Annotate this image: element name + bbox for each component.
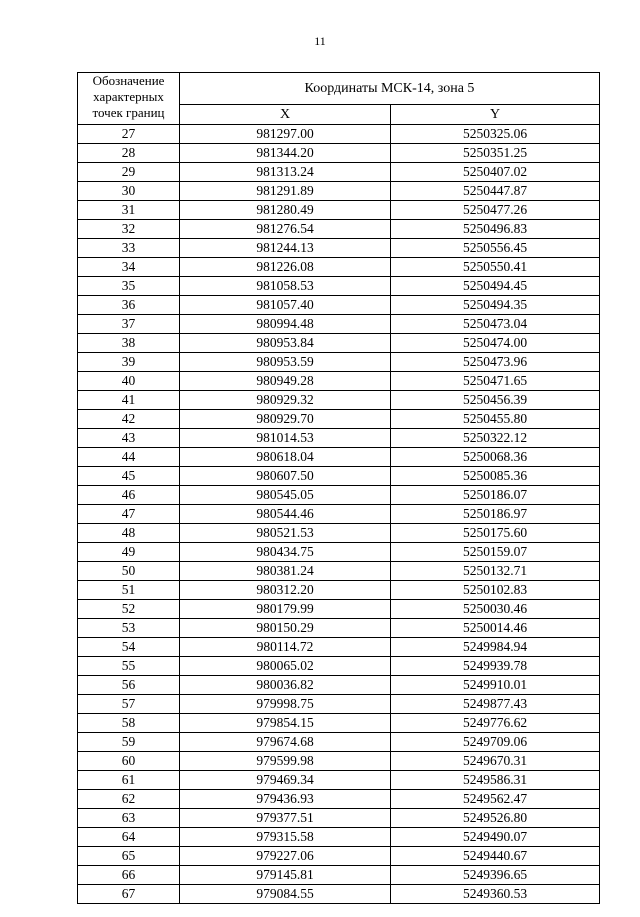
- point-number-cell: 49: [78, 543, 180, 562]
- point-number-cell: 29: [78, 163, 180, 182]
- table-row: [78, 619, 600, 638]
- x-coordinate-cell: 980114.72: [180, 638, 391, 657]
- point-number-cell: 30: [78, 182, 180, 201]
- table-row: [78, 752, 600, 771]
- x-coordinate-cell: 980929.32: [180, 391, 391, 410]
- y-coordinate-cell: 5249939.78: [391, 657, 600, 676]
- x-coordinate-cell: 979315.58: [180, 828, 391, 847]
- point-number-cell: 51: [78, 581, 180, 600]
- point-number-cell: 36: [78, 296, 180, 315]
- x-coordinate-cell: 981057.40: [180, 296, 391, 315]
- point-number-cell: 56: [78, 676, 180, 695]
- table-row: [78, 714, 600, 733]
- point-number-cell: 57: [78, 695, 180, 714]
- x-coordinate-cell: 980607.50: [180, 467, 391, 486]
- x-coordinate-cell: 980521.53: [180, 524, 391, 543]
- table-body: [78, 125, 600, 904]
- y-coordinate-cell: 5250473.96: [391, 353, 600, 372]
- x-coordinate-cell: 980994.48: [180, 315, 391, 334]
- y-coordinate-cell: 5250159.07: [391, 543, 600, 562]
- x-coordinate-cell: 981280.49: [180, 201, 391, 220]
- x-coordinate-cell: 980953.59: [180, 353, 391, 372]
- y-coordinate-cell: 5249360.53: [391, 885, 600, 904]
- table-row: [78, 657, 600, 676]
- table-row: [78, 258, 600, 277]
- x-coordinate-cell: 981244.13: [180, 239, 391, 258]
- y-coordinate-cell: 5250496.83: [391, 220, 600, 239]
- x-coordinate-cell: 979227.06: [180, 847, 391, 866]
- point-number-cell: 48: [78, 524, 180, 543]
- y-coordinate-cell: 5250550.41: [391, 258, 600, 277]
- x-coordinate-cell: 979469.34: [180, 771, 391, 790]
- x-coordinate-cell: 980544.46: [180, 505, 391, 524]
- table-row: [78, 771, 600, 790]
- y-coordinate-cell: 5249877.43: [391, 695, 600, 714]
- point-number-cell: 52: [78, 600, 180, 619]
- table-row: [78, 334, 600, 353]
- coordinates-table: [77, 72, 600, 904]
- table-row: [78, 353, 600, 372]
- table-row: [78, 486, 600, 505]
- table-row: [78, 277, 600, 296]
- y-column-header: Y: [391, 105, 600, 125]
- table-row: [78, 790, 600, 809]
- y-coordinate-cell: 5250556.45: [391, 239, 600, 258]
- table-row: [78, 524, 600, 543]
- point-number-cell: 44: [78, 448, 180, 467]
- y-coordinate-cell: 5249396.65: [391, 866, 600, 885]
- table-row: [78, 296, 600, 315]
- x-coordinate-cell: 979436.93: [180, 790, 391, 809]
- y-coordinate-cell: 5250351.25: [391, 144, 600, 163]
- y-coordinate-cell: 5250068.36: [391, 448, 600, 467]
- table-row: [78, 201, 600, 220]
- y-coordinate-cell: 5250186.97: [391, 505, 600, 524]
- x-coordinate-cell: 981291.89: [180, 182, 391, 201]
- table-row: [78, 733, 600, 752]
- table-row: [78, 600, 600, 619]
- table-row: [78, 543, 600, 562]
- y-coordinate-cell: 5250186.07: [391, 486, 600, 505]
- y-coordinate-cell: 5249490.07: [391, 828, 600, 847]
- x-coordinate-cell: 980179.99: [180, 600, 391, 619]
- x-coordinate-cell: 980545.05: [180, 486, 391, 505]
- x-coordinate-cell: 979854.15: [180, 714, 391, 733]
- table-row: [78, 315, 600, 334]
- table-row: [78, 220, 600, 239]
- table-row: [78, 562, 600, 581]
- x-coordinate-cell: 979377.51: [180, 809, 391, 828]
- y-coordinate-cell: 5249440.67: [391, 847, 600, 866]
- point-number-cell: 40: [78, 372, 180, 391]
- point-number-cell: 67: [78, 885, 180, 904]
- x-coordinate-cell: 981014.53: [180, 429, 391, 448]
- point-number-cell: 61: [78, 771, 180, 790]
- point-number-cell: 58: [78, 714, 180, 733]
- y-coordinate-cell: 5249709.06: [391, 733, 600, 752]
- table-row: [78, 448, 600, 467]
- x-coordinate-cell: 981313.24: [180, 163, 391, 182]
- y-coordinate-cell: 5250471.65: [391, 372, 600, 391]
- y-coordinate-cell: 5249910.01: [391, 676, 600, 695]
- table-row: [78, 182, 600, 201]
- y-coordinate-cell: 5249776.62: [391, 714, 600, 733]
- x-coordinate-cell: 981276.54: [180, 220, 391, 239]
- x-coordinate-cell: 980953.84: [180, 334, 391, 353]
- y-coordinate-cell: 5250494.35: [391, 296, 600, 315]
- y-coordinate-cell: 5250102.83: [391, 581, 600, 600]
- table-row: [78, 467, 600, 486]
- x-coordinate-cell: 979084.55: [180, 885, 391, 904]
- y-coordinate-cell: 5249670.31: [391, 752, 600, 771]
- point-number-cell: 45: [78, 467, 180, 486]
- x-coordinate-cell: 979674.68: [180, 733, 391, 752]
- point-number-cell: 62: [78, 790, 180, 809]
- x-coordinate-cell: 980618.04: [180, 448, 391, 467]
- table-row: [78, 866, 600, 885]
- point-number-cell: 34: [78, 258, 180, 277]
- point-number-cell: 63: [78, 809, 180, 828]
- point-number-cell: 28: [78, 144, 180, 163]
- table-row: [78, 676, 600, 695]
- table-row: [78, 638, 600, 657]
- table-row: [78, 828, 600, 847]
- point-number-cell: 55: [78, 657, 180, 676]
- point-number-cell: 33: [78, 239, 180, 258]
- point-number-cell: 35: [78, 277, 180, 296]
- y-coordinate-cell: 5250494.45: [391, 277, 600, 296]
- x-coordinate-cell: 981226.08: [180, 258, 391, 277]
- point-number-cell: 65: [78, 847, 180, 866]
- x-coordinate-cell: 979599.98: [180, 752, 391, 771]
- x-coordinate-cell: 980036.82: [180, 676, 391, 695]
- x-coordinate-cell: 980381.24: [180, 562, 391, 581]
- table-row: [78, 372, 600, 391]
- table-row: [78, 847, 600, 866]
- table-row: [78, 885, 600, 904]
- point-designation-header: Обозначение характерных точек границ: [78, 73, 180, 125]
- y-coordinate-cell: 5250322.12: [391, 429, 600, 448]
- point-number-cell: 41: [78, 391, 180, 410]
- point-number-cell: 38: [78, 334, 180, 353]
- table-row: [78, 809, 600, 828]
- y-coordinate-cell: 5249562.47: [391, 790, 600, 809]
- table-row: [78, 410, 600, 429]
- point-number-cell: 39: [78, 353, 180, 372]
- table-row: [78, 581, 600, 600]
- x-coordinate-cell: 980150.29: [180, 619, 391, 638]
- x-coordinate-cell: 980929.70: [180, 410, 391, 429]
- x-coordinate-cell: 980312.20: [180, 581, 391, 600]
- y-coordinate-cell: 5250014.46: [391, 619, 600, 638]
- point-number-cell: 43: [78, 429, 180, 448]
- point-number-cell: 54: [78, 638, 180, 657]
- y-coordinate-cell: 5250132.71: [391, 562, 600, 581]
- point-number-cell: 66: [78, 866, 180, 885]
- x-coordinate-cell: 981344.20: [180, 144, 391, 163]
- x-coordinate-cell: 980949.28: [180, 372, 391, 391]
- table-row: [78, 125, 600, 144]
- x-coordinate-cell: 979998.75: [180, 695, 391, 714]
- point-number-cell: 42: [78, 410, 180, 429]
- y-coordinate-cell: 5249526.80: [391, 809, 600, 828]
- point-number-cell: 27: [78, 125, 180, 144]
- x-coordinate-cell: 981058.53: [180, 277, 391, 296]
- x-coordinate-cell: 980434.75: [180, 543, 391, 562]
- y-coordinate-cell: 5250477.26: [391, 201, 600, 220]
- y-coordinate-cell: 5250455.80: [391, 410, 600, 429]
- y-coordinate-cell: 5250447.87: [391, 182, 600, 201]
- y-coordinate-cell: 5249984.94: [391, 638, 600, 657]
- y-coordinate-cell: 5250085.36: [391, 467, 600, 486]
- table-row: [78, 391, 600, 410]
- x-column-header: X: [180, 105, 391, 125]
- table-row: [78, 144, 600, 163]
- coordinates-header: Координаты МСК-14, зона 5: [180, 73, 600, 105]
- y-coordinate-cell: 5250325.06: [391, 125, 600, 144]
- table-row: [78, 163, 600, 182]
- y-coordinate-cell: 5249586.31: [391, 771, 600, 790]
- point-number-cell: 60: [78, 752, 180, 771]
- point-number-cell: 37: [78, 315, 180, 334]
- y-coordinate-cell: 5250407.02: [391, 163, 600, 182]
- point-number-cell: 50: [78, 562, 180, 581]
- page-number: 11: [314, 34, 326, 48]
- point-number-cell: 31: [78, 201, 180, 220]
- point-number-cell: 46: [78, 486, 180, 505]
- x-coordinate-cell: 981297.00: [180, 125, 391, 144]
- point-number-cell: 59: [78, 733, 180, 752]
- point-number-cell: 53: [78, 619, 180, 638]
- x-coordinate-cell: 980065.02: [180, 657, 391, 676]
- table-row: [78, 505, 600, 524]
- y-coordinate-cell: 5250175.60: [391, 524, 600, 543]
- table-row: [78, 239, 600, 258]
- y-coordinate-cell: 5250473.04: [391, 315, 600, 334]
- point-number-cell: 32: [78, 220, 180, 239]
- table-row: [78, 695, 600, 714]
- y-coordinate-cell: 5250030.46: [391, 600, 600, 619]
- y-coordinate-cell: 5250456.39: [391, 391, 600, 410]
- y-coordinate-cell: 5250474.00: [391, 334, 600, 353]
- point-number-cell: 64: [78, 828, 180, 847]
- table-row: [78, 429, 600, 448]
- point-number-cell: 47: [78, 505, 180, 524]
- x-coordinate-cell: 979145.81: [180, 866, 391, 885]
